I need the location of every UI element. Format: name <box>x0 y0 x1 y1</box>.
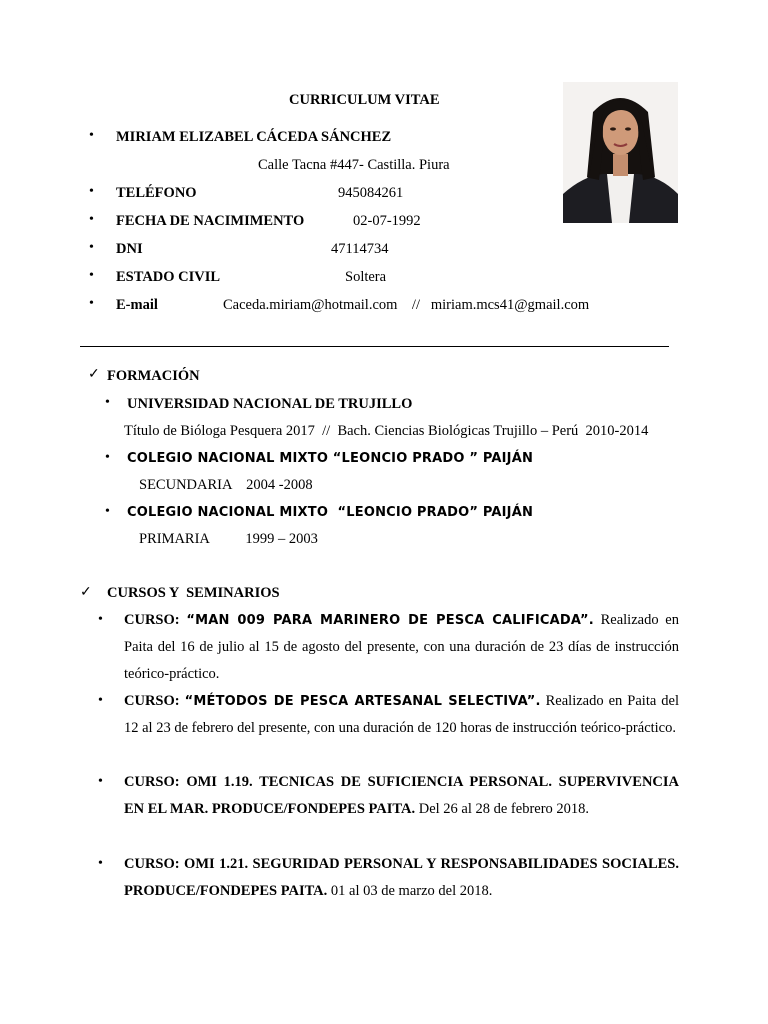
bullet-icon: • <box>98 856 103 871</box>
course-label: CURSO: <box>124 774 180 790</box>
bullet-icon: • <box>89 240 94 255</box>
phone-label: TELÉFONO <box>116 185 197 201</box>
check-icon: ✓ <box>88 367 100 382</box>
dni-label: DNI <box>116 241 143 257</box>
course-item <box>124 851 679 905</box>
education-item-name: COLEGIO NACIONAL MIXTO “LEONCIO PRADO” PAIJÁN <box>127 505 534 520</box>
education-item-name: UNIVERSIDAD NACIONAL DE TRUJILLO <box>127 396 413 412</box>
course-name: “MÉTODOS DE PESCA ARTESANAL SELECTIVA”. <box>184 694 541 709</box>
course-name: OMI 1.21. SEGURIDAD PERSONAL Y RESPONSABILIDADES SOCIALES. PRODUCE/FONDEPES PAITA. <box>124 856 680 899</box>
check-icon: ✓ <box>80 585 92 600</box>
course-description: Realizado en Paita del 12 al 23 de febrero del presente, con una duración de 120 horas de instrucción teórico-práctico. <box>124 693 679 736</box>
education-item-detail: PRIMARIA 1999 – 2003 <box>139 531 318 547</box>
profile-photo <box>563 82 678 223</box>
education-item-name: COLEGIO NACIONAL MIXTO “LEONCIO PRADO ” PAIJÁN <box>127 451 534 466</box>
bullet-icon: • <box>98 693 103 708</box>
birthdate-value: 02-07-1992 <box>353 213 421 229</box>
course-description: Del 26 al 28 de febrero 2018. <box>415 801 590 817</box>
bullet-icon: • <box>89 268 94 283</box>
birthdate-label: FECHA DE NACIMIMENTO <box>116 213 305 229</box>
bullet-icon: • <box>105 450 110 465</box>
course-item: CURSO: “MAN 009 PARA MARINERO DE PESCA CALIFICADA”. Realizado en Paita del 16 de julio al 15 de agosto del presente, con una duración de 23 días de instrucción teórico-práctico. <box>124 612 679 682</box>
civil-status-label: ESTADO CIVIL <box>116 269 221 285</box>
bullet-icon: • <box>89 296 94 311</box>
course-label: CURSO: <box>124 856 180 872</box>
course-label: CURSO <box>124 612 175 628</box>
education-item-detail: SECUNDARIA 2004 -2008 <box>139 477 313 493</box>
course-item <box>124 769 679 823</box>
dni-value: 47114734 <box>331 241 389 257</box>
course-name: “MAN 009 PARA MARINERO DE PESCA CALIFICADA”. <box>186 613 594 628</box>
applicant-name: MIRIAM ELIZABEL CÁCEDA SÁNCHEZ <box>116 129 392 145</box>
bullet-icon: • <box>89 212 94 227</box>
bullet-icon: • <box>89 184 94 199</box>
bullet-icon: • <box>89 128 94 143</box>
bullet-icon: • <box>98 612 103 627</box>
section-divider <box>80 346 669 347</box>
course-description: Realizado en Paita del 16 de julio al 15 de agosto del presente, con una duración de 23 días de instrucción teórico-práctico. <box>124 612 679 682</box>
civil-status-value: Soltera <box>345 269 387 285</box>
course-name: OMI 1.19. TECNICAS DE SUFICIENCIA PERSONAL. SUPERVIVENCIA EN EL MAR. PRODUCE/FONDEPES PAITA. <box>124 774 679 817</box>
course-item: CURSO: “MÉTODOS DE PESCA ARTESANAL SELECTIVA”. Realizado en Paita del 12 al 23 de febrero del presente, con una duración de 120 horas de instrucción teórico-práctico. <box>124 693 679 736</box>
email-label: E-mail <box>116 297 158 313</box>
course-label: CURSO <box>124 693 175 709</box>
page-title: CURRICULUM VITAE <box>289 92 440 108</box>
section-heading-formacion: FORMACIÓN <box>107 368 200 384</box>
section-heading-cursos: CURSOS Y SEMINARIOS <box>107 585 280 601</box>
course-description: 01 al 03 de marzo del 2018. <box>327 883 493 899</box>
email-value: Caceda.miriam@hotmail.com // miriam.mcs41@gmail.com <box>223 297 590 313</box>
bullet-icon: • <box>105 504 110 519</box>
bullet-icon: • <box>105 395 110 410</box>
address: Calle Tacna #447- Castilla. Piura <box>258 157 450 173</box>
phone-value: 945084261 <box>338 185 404 201</box>
bullet-icon: • <box>98 774 103 789</box>
education-item-detail: Título de Bióloga Pesquera 2017 // Bach. Ciencias Biológicas Trujillo – Perú 2010-2014 <box>124 423 649 439</box>
